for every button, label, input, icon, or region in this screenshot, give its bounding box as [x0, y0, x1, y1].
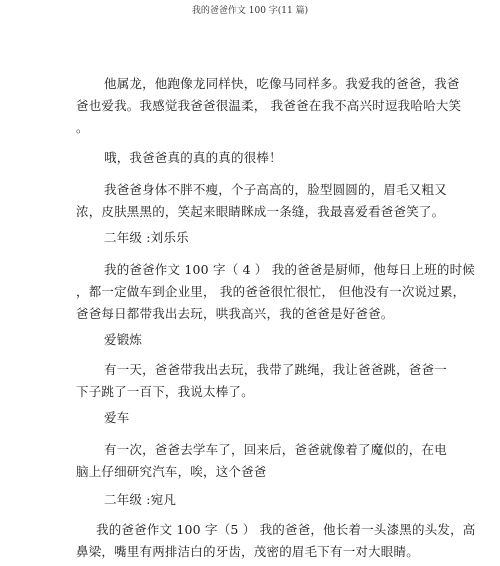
text-line: 我的爸爸作文 100 字（ 4 ） 我的爸爸是厨师，他每日上班的时候 — [104, 262, 475, 277]
text-line: 爱车 — [104, 410, 130, 425]
text-line: 爸爸每日都带我出去玩，哄我高兴，我的爸爸是好爸爸。 — [76, 306, 394, 321]
text-line: 有一次，爸爸去学车了，回来后，爸爸就像着了魔似的，在电 — [104, 442, 447, 457]
text-line: 我的爸爸作文 100 字（5 ） 我的爸爸，他长着一头漆黑的头发，高 — [96, 522, 476, 537]
text-line: 二年级 :宛凡 — [104, 492, 177, 507]
text-line: 我爸爸身体不胖不瘦，个子高高的，脸型圆圆的，眉毛又粗又 — [104, 182, 447, 197]
text-line: 爸也爱我。我感觉我爸爸很温柔， 我爸爸在我不高兴时逗我哈哈大笑 — [76, 98, 462, 113]
text-line: 鼻梁，嘴里有两排洁白的牙齿，茂密的眉毛下有一对大眼睛。 — [76, 544, 419, 559]
text-line: 他属龙，他跑像龙同样快，吃像马同样多。我爱我的爸爸，我爸 — [104, 76, 460, 91]
text-line: 有一天，爸爸带我出去玩，我带了跳绳，我让爸爸跳，爸爸一 — [104, 362, 447, 377]
text-line: 下子跳了一百下，我说太棒了。 — [76, 384, 254, 399]
page-header-title: 我的爸爸作文 100 字(11 篇) — [191, 6, 309, 16]
text-line: 脑上仔细研究汽车，唉，这个爸爸 — [76, 464, 267, 479]
text-line: 爱锻炼 — [104, 332, 143, 347]
text-line: 哦，我爸爸真的真的真的很棒！ — [104, 150, 282, 165]
text-line: 。 — [76, 120, 89, 135]
text-line: 浓，皮肤黑黑的，笑起来眼睛眯成一条缝，我最喜爱看爸爸笑了。 — [76, 204, 445, 219]
text-line: ，都一定做车到企业里， 我的爸爸很忙很忙， 但他没有一次说过累， — [76, 284, 466, 299]
text-line: 二年级 :刘乐乐 — [104, 230, 189, 245]
